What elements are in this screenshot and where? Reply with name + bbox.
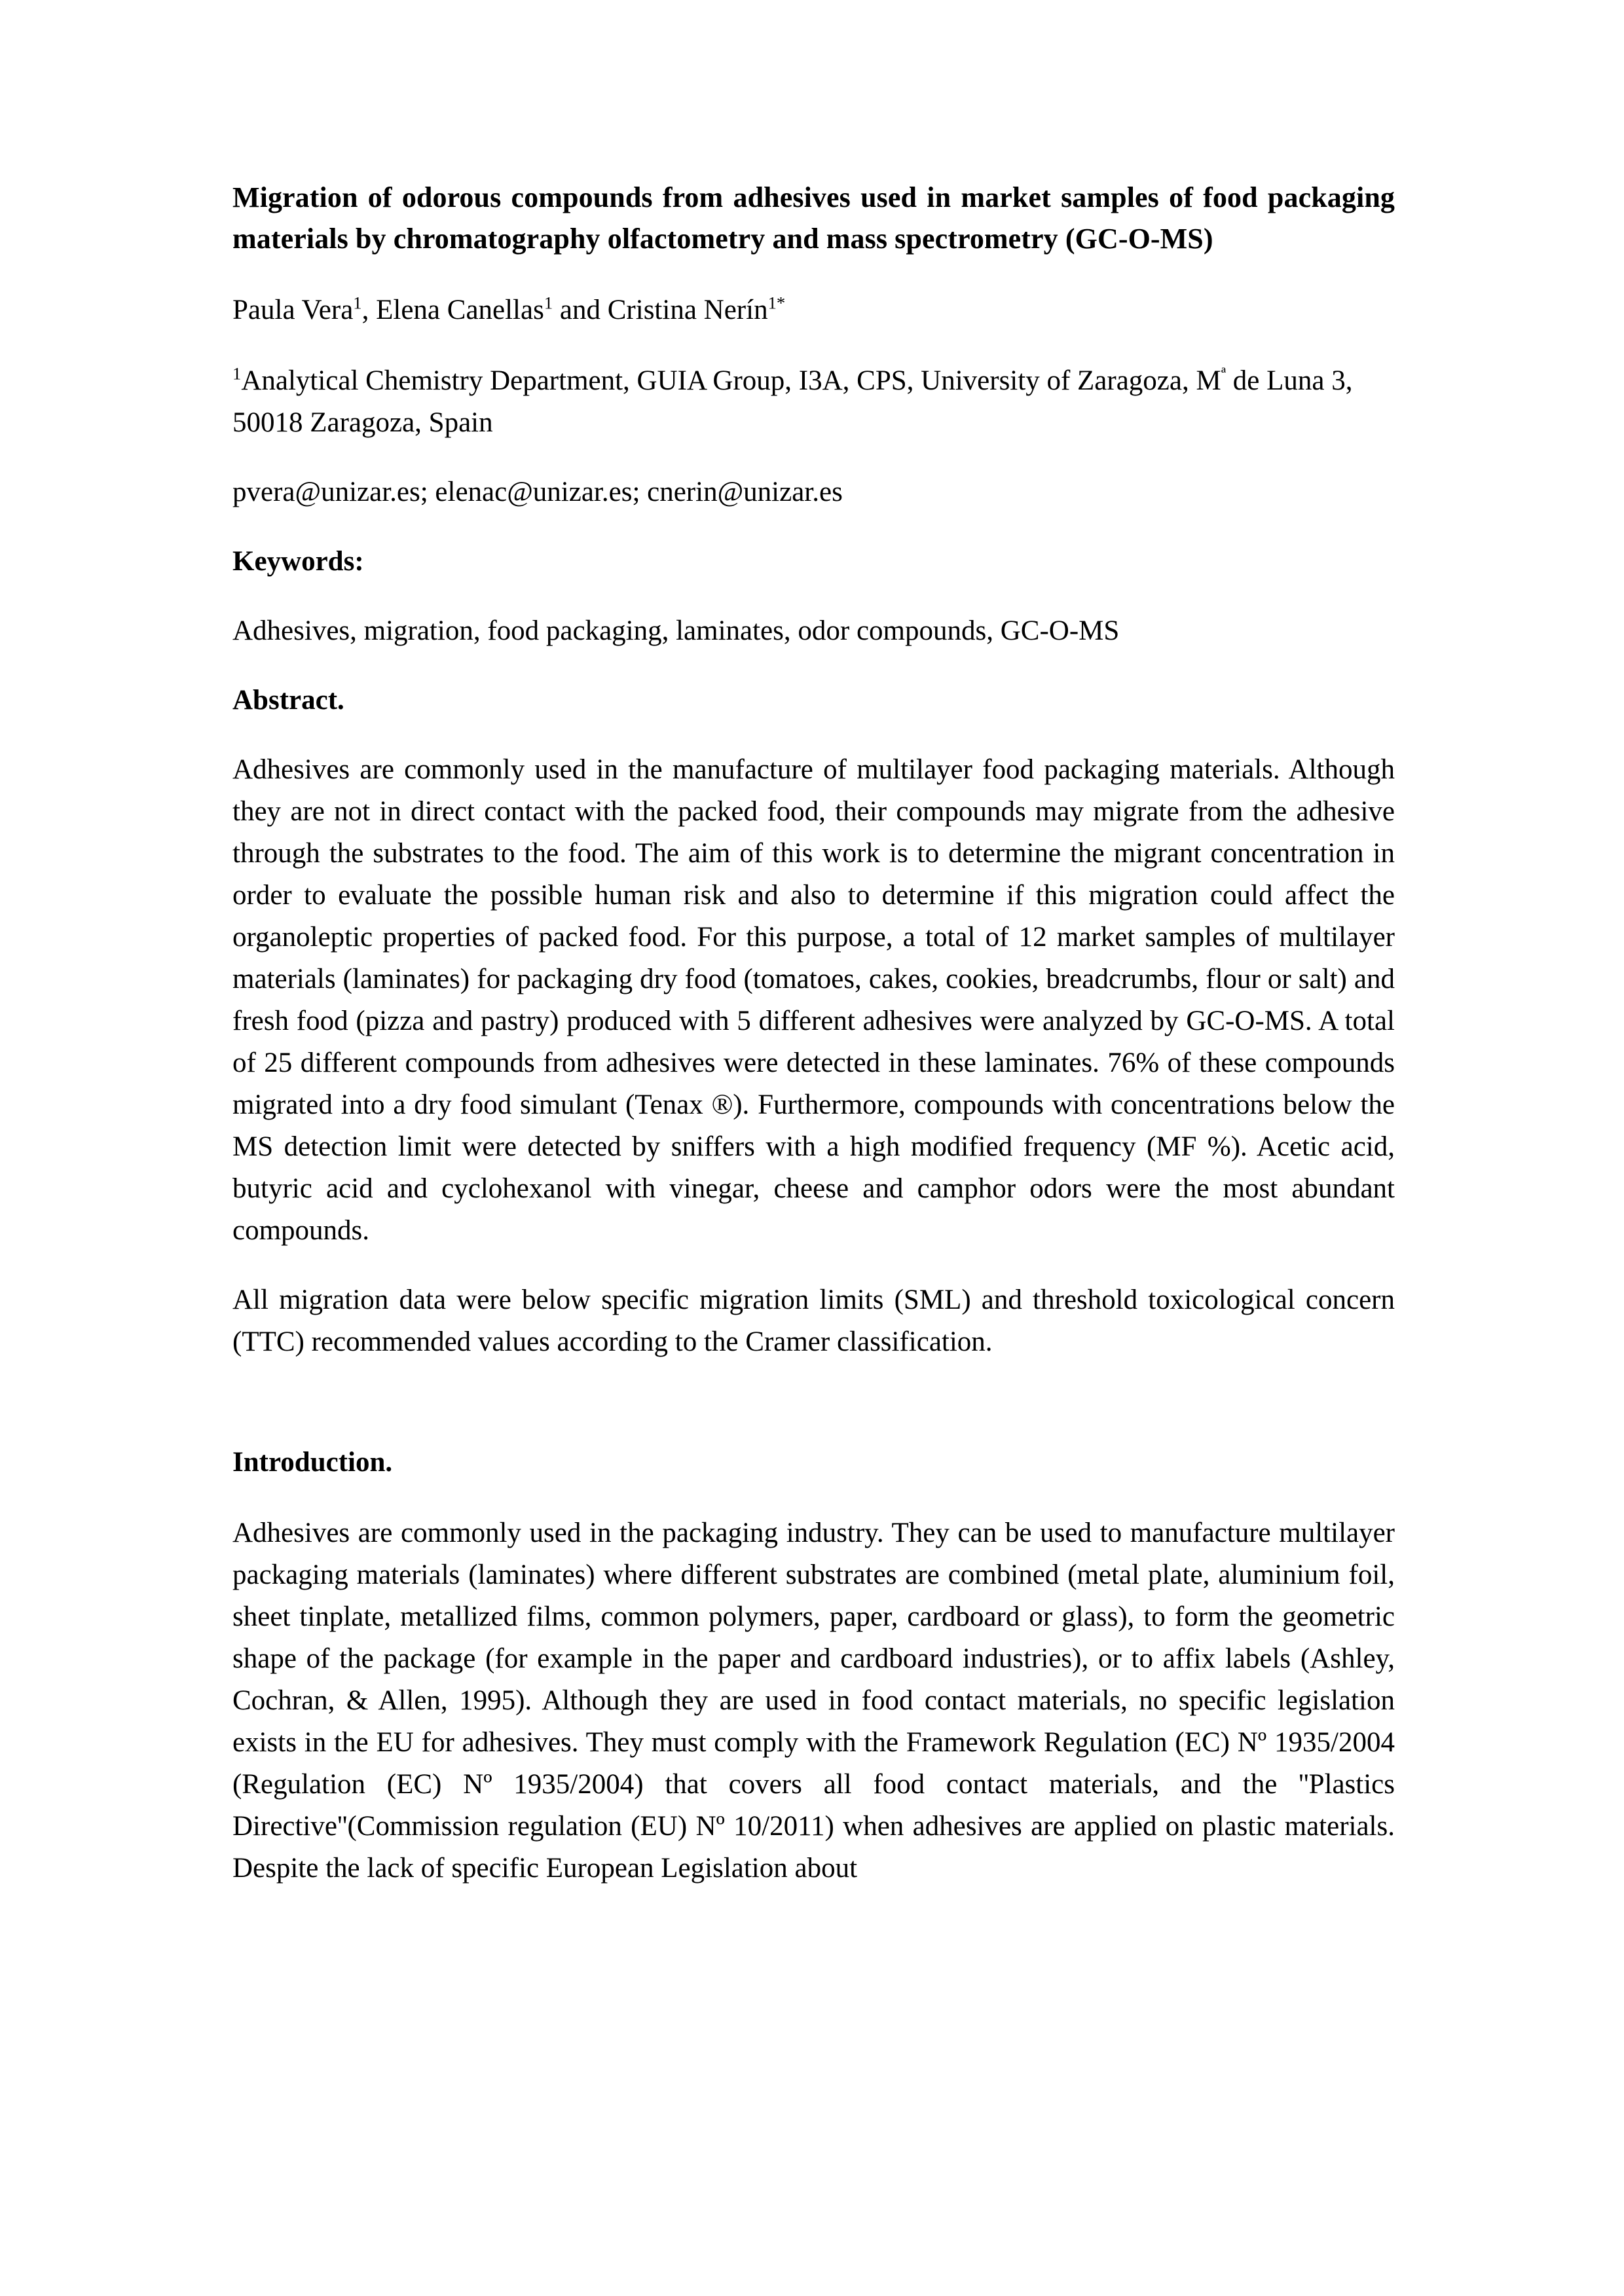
keywords-heading: Keywords: xyxy=(232,546,364,577)
author-affiliation-marker-2: 1 xyxy=(544,293,553,313)
document-body xyxy=(232,177,1395,1889)
affiliation-marker: 1 xyxy=(232,363,242,384)
affiliation-ordinal-indicator: ª xyxy=(1221,363,1227,384)
affiliation-text-part-1: Analytical Chemistry Department, GUIA Group, I3A, CPS, University of Zaragoza, M xyxy=(241,365,1221,396)
abstract-heading: Abstract. xyxy=(232,685,344,716)
introduction-paragraph-1: Adhesives are commonly used in the packaging industry. They can be used to manufacture multilayer packaging materials (laminates) where different substrates are combined (metal plate, aluminium foil, sheet tinplate, metallized films, common polymers, paper, cardboard or glass), to form the geometric shape of the package (for example in the paper and cardboard industries), or to affix labels (Ashley, Cochran, & Allen, 1995). Although they are used in food contact materials, no specific legislation exists in the EU for adhesives. They must comply with the Framework Regulation (EC) Nº 1935/2004 (Regulation (EC) Nº 1935/2004) that covers all food contact materials, and the ''Plastics Directive''(Commission regulation (EU) Nº 10/2011) when adhesives are applied on plastic materials. Despite the lack of specific European Legislation about xyxy=(232,1518,1395,1884)
corresponding-author-mark: * xyxy=(776,293,786,313)
abstract-paragraph-1: Adhesives are commonly used in the manufacture of multilayer food packaging materials. Although they are not in direct contact with the packed food, their compounds may migrate from the adhesive through the substrates to the food. The aim of this work is to determine the migrant concentration in order to evaluate the possible human risk and also to determine if this migration could affect the organoleptic properties of packed food. For this purpose, a total of 12 market samples of multilayer materials (laminates) for packaging dry food (tomatoes, cakes, cookies, breadcrumbs, flour or salt) and fresh food (pizza and pastry) produced with 5 different adhesives were analyzed by GC-O-MS. A total of 25 different compounds from adhesives were detected in these laminates. 76% of these compounds migrated into a dry food simulant (Tenax ®). Furthermore, compounds with concentrations below the MS detection limit were detected by sniffers with a high modified frequency (MF %). Acetic acid, butyric acid and cyclohexanol with vinegar, cheese and camphor odors were the most abundant compounds. xyxy=(232,754,1395,1246)
author-name-3: Cristina Nerín xyxy=(607,295,768,325)
keywords-list: Adhesives, migration, food packaging, laminates, odor compounds, GC-O-MS xyxy=(232,615,1120,646)
author-separator-1: , xyxy=(361,295,377,325)
affiliation-text-part-2: de Luna 3, 50018 Zaragoza, Spain xyxy=(232,365,1353,438)
author-affiliation-marker-1: 1 xyxy=(353,293,362,313)
author-list xyxy=(232,289,1395,331)
page-title: Migration of odorous compounds from adhesives used in market samples of food packaging materials by chromatography olfactometry and mass spectrometry (GC-O-MS) xyxy=(232,181,1395,255)
author-affiliation-marker-3: 1 xyxy=(767,293,777,313)
author-separator-2: and xyxy=(553,295,608,325)
author-name-1: Paula Vera xyxy=(232,295,354,325)
affiliation xyxy=(232,360,1395,444)
introduction-heading: Introduction. xyxy=(232,1447,393,1478)
abstract-paragraph-2: All migration data were below specific migration limits (SML) and threshold toxicological concern (TTC) recommended values according to the Cramer classification. xyxy=(232,1285,1395,1357)
author-name-2: Elena Canellas xyxy=(376,295,544,325)
author-emails: pvera@unizar.es; elenac@unizar.es; cnerin@unizar.es xyxy=(232,477,843,507)
